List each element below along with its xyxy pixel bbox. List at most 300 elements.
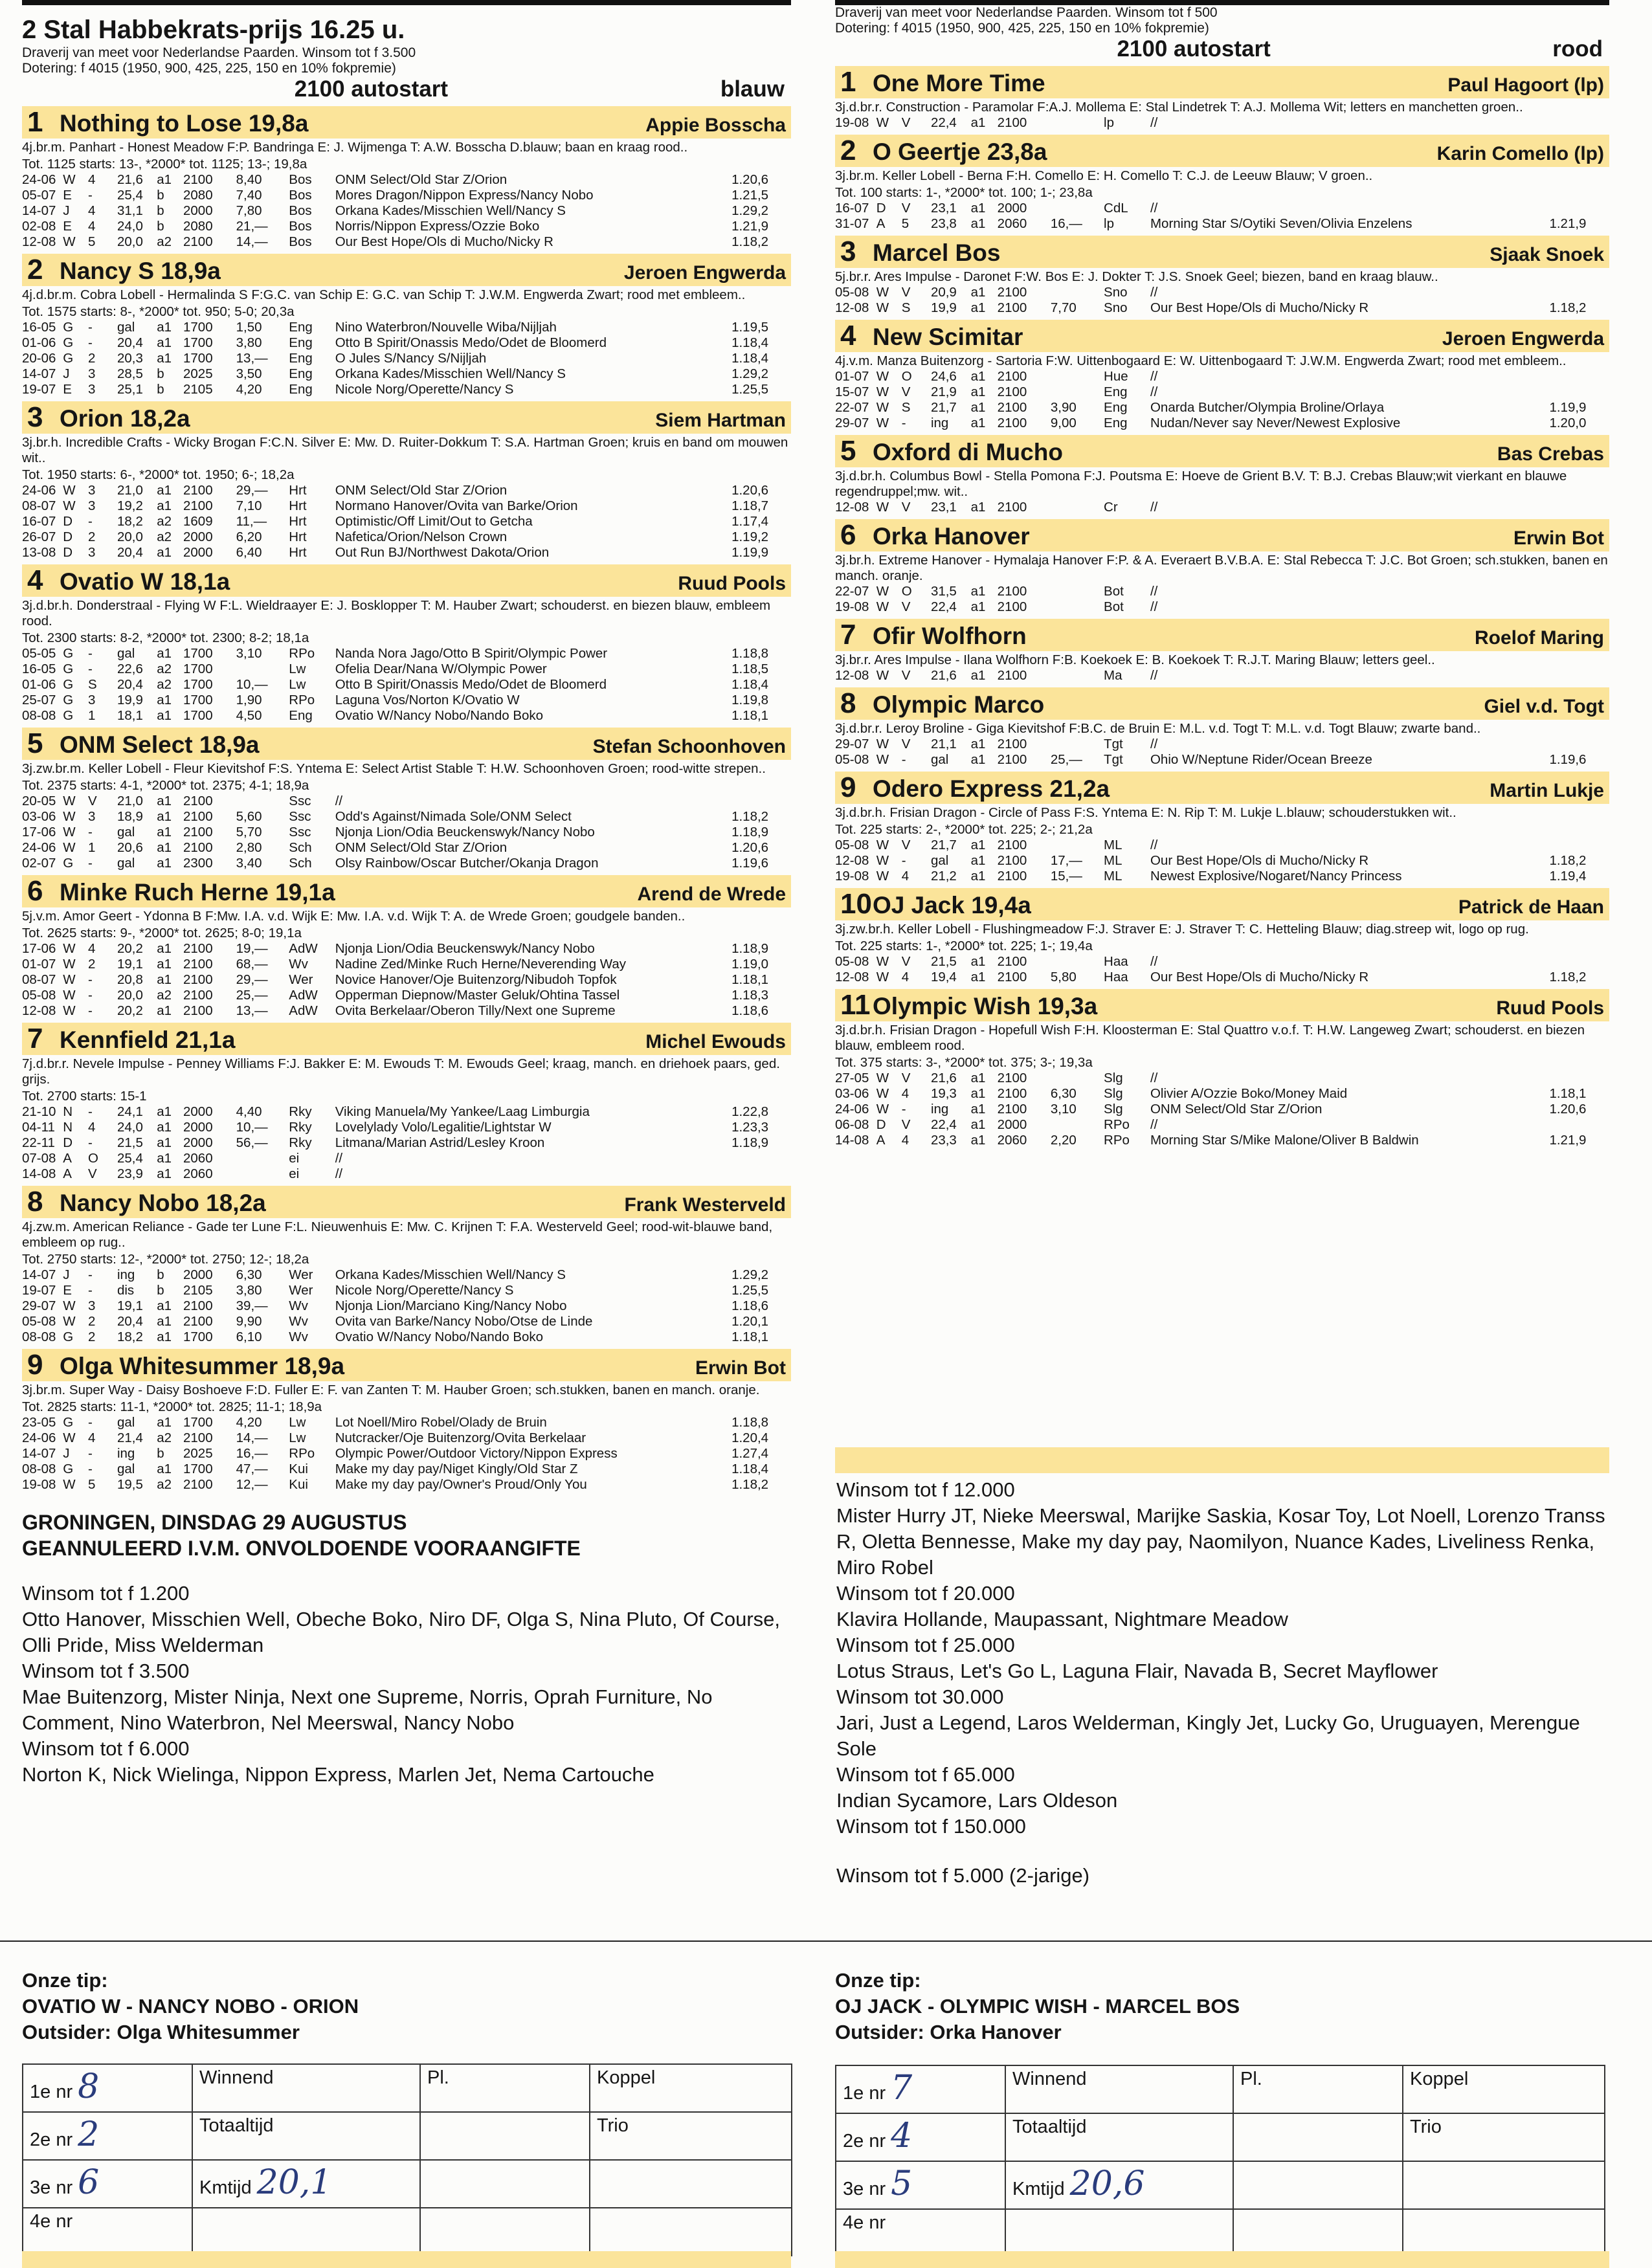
horse-pedigree: 3j.br.r. Ares Impulse - Ilana Wolfhorn F:B. Koekoek E: B. Koekoek T: R.J.T. Maring Blauw; letters geel.. bbox=[835, 652, 1435, 667]
table-cell: b bbox=[157, 366, 164, 381]
table-cell: 4 bbox=[901, 1086, 910, 1101]
table-cell: Lot Noell/Miro Robel/Olady de Bruin bbox=[335, 1415, 547, 1430]
table-cell: 2100 bbox=[183, 1314, 213, 1329]
tip-block bbox=[835, 1968, 1240, 2045]
horse-totals: Tot. 375 starts: 3-, *2000* tot. 375; 3-; 19,3a bbox=[835, 1055, 1093, 1070]
table-cell: 21,5 bbox=[930, 954, 957, 969]
table-cell: 7,70 bbox=[1050, 300, 1077, 315]
table-cell: Wer bbox=[289, 1283, 313, 1298]
table-cell: 08-08 bbox=[22, 708, 56, 723]
table-cell: 2100 bbox=[183, 498, 213, 513]
table-row bbox=[835, 584, 1609, 599]
table-cell: 21,4 bbox=[117, 1430, 143, 1445]
table-row bbox=[835, 1071, 1609, 1086]
table-cell: W bbox=[876, 869, 889, 884]
table-cell: ONM Select/Old Star Z/Orion bbox=[335, 172, 508, 187]
horse-entry bbox=[22, 1349, 791, 1493]
table-cell: // bbox=[335, 1166, 343, 1181]
table-cell: 2060 bbox=[183, 1151, 213, 1166]
table-cell: 4 bbox=[88, 172, 96, 187]
table-cell: 1.20,6 bbox=[731, 483, 769, 498]
table-cell: // bbox=[1150, 838, 1158, 852]
table-cell: 2100 bbox=[183, 957, 213, 972]
table-cell: 2100 bbox=[183, 234, 213, 249]
table-cell: a1 bbox=[970, 500, 986, 515]
table-cell: 05-08 bbox=[835, 954, 869, 969]
table-cell: 22-11 bbox=[22, 1135, 55, 1150]
table-cell: 25,1 bbox=[117, 382, 143, 397]
table-cell: Bot bbox=[1104, 599, 1124, 614]
table-cell: 14-07 bbox=[22, 366, 56, 381]
table-cell: D bbox=[63, 1135, 73, 1150]
table-cell: // bbox=[1150, 384, 1158, 399]
table-cell: 21,6 bbox=[930, 668, 957, 683]
table-cell: a1 bbox=[157, 1135, 172, 1150]
table-cell: // bbox=[1150, 115, 1158, 130]
driver-name: Siem Hartman bbox=[655, 410, 786, 431]
horse-totals: Tot. 1575 starts: 8-, *2000* tot. 950; 5-0; 20,3a bbox=[22, 304, 295, 319]
horse-header-bar bbox=[835, 435, 1609, 467]
table-cell: 12-08 bbox=[22, 1003, 56, 1018]
table-cell: W bbox=[876, 115, 889, 130]
table-cell: 1.25,5 bbox=[731, 1283, 769, 1298]
table-cell bbox=[1549, 737, 1609, 752]
yellow-footer-bar bbox=[835, 2251, 1609, 2268]
table-cell: 2100 bbox=[997, 599, 1027, 614]
table-cell: W bbox=[63, 1477, 76, 1492]
horse-header-bar bbox=[22, 1186, 791, 1218]
table-cell: 3,50 bbox=[236, 366, 262, 381]
table-cell: 7,10 bbox=[236, 498, 262, 513]
table-row bbox=[22, 498, 791, 514]
table-cell: 16-05 bbox=[22, 320, 56, 335]
table-cell: 1 bbox=[88, 708, 96, 723]
table-row bbox=[835, 869, 1609, 884]
table-cell: 1.20,6 bbox=[1549, 1102, 1587, 1117]
horse-entry bbox=[22, 564, 791, 724]
horse-name: Nancy Nobo 18,2a bbox=[60, 1190, 266, 1216]
handwritten-number: 2 bbox=[78, 2115, 100, 2154]
table-cell: - bbox=[88, 1267, 93, 1282]
table-cell: 6,40 bbox=[236, 545, 262, 560]
table-cell: a2 bbox=[157, 514, 172, 529]
driver-name: Michel Ewouds bbox=[645, 1031, 786, 1052]
horse-number: 2 bbox=[840, 135, 856, 166]
table-cell bbox=[1051, 115, 1104, 131]
table-row bbox=[22, 809, 791, 825]
table-row bbox=[835, 599, 1609, 615]
table-cell: S bbox=[901, 400, 911, 415]
table-row bbox=[835, 838, 1609, 853]
table-row bbox=[22, 1267, 791, 1283]
table-cell: 1.18,4 bbox=[731, 335, 769, 350]
table-cell: 1.19,5 bbox=[731, 320, 769, 335]
table-cell: W bbox=[876, 668, 889, 683]
table-cell: RPo bbox=[289, 1446, 315, 1461]
race-conditions: Draverij van meet voor Nederlandse Paarden. Winsom tot f 3.500 bbox=[22, 45, 416, 60]
table-cell: 47,— bbox=[236, 1462, 268, 1476]
table-cell: - bbox=[88, 988, 93, 1003]
table-cell: a1 bbox=[970, 285, 986, 300]
table-cell: 1.19,0 bbox=[731, 957, 769, 972]
results-table bbox=[22, 1267, 791, 1345]
horse-name: Ofir Wolfhorn bbox=[873, 623, 1027, 649]
horse-pedigree: 3j.d.br.r. Leroy Broline - Giga Kievitshof F:B.C. de Bruin E: M.L. v.d. Togt T: M.L. v.d. Togt Blauw; zwarte band.. bbox=[835, 721, 1481, 736]
table-cell: 2100 bbox=[183, 794, 213, 808]
results-table bbox=[22, 941, 791, 1019]
horse-number: 2 bbox=[27, 254, 43, 285]
table-cell: 1.19,6 bbox=[1549, 752, 1587, 767]
table-cell: a1 bbox=[157, 693, 172, 707]
table-cell: Tgt bbox=[1104, 752, 1123, 767]
form-label: Kmtijd 20,6 bbox=[1005, 2161, 1233, 2209]
table-cell: ei bbox=[289, 1166, 300, 1181]
form-label: Trio bbox=[1403, 2113, 1605, 2161]
table-row bbox=[22, 794, 791, 809]
table-row bbox=[22, 1298, 791, 1314]
table-cell bbox=[1051, 584, 1104, 599]
table-cell: 9,90 bbox=[236, 1314, 262, 1329]
table-cell: 20,3 bbox=[117, 351, 143, 366]
table-cell: 2100 bbox=[183, 1298, 213, 1313]
table-cell: Wv bbox=[289, 957, 308, 972]
table-cell: 1.29,2 bbox=[731, 366, 769, 381]
horse-name: Minke Ruch Herne 19,1a bbox=[60, 879, 335, 906]
table-cell: 1.20,6 bbox=[731, 172, 769, 187]
table-cell: Novice Hanover/Oje Buitenzorg/Nibudoh Topfok bbox=[335, 972, 617, 987]
form-label: Koppel bbox=[590, 2064, 792, 2112]
table-cell: 20,6 bbox=[117, 840, 143, 855]
table-row bbox=[22, 1430, 791, 1446]
horse-totals: Tot. 2375 starts: 4-1, *2000* tot. 2375; 4-1; 18,9a bbox=[22, 778, 309, 793]
table-cell: 1700 bbox=[183, 1415, 213, 1430]
table-cell: Nino Waterbron/Nouvelle Wiba/Nijljah bbox=[335, 320, 557, 335]
table-cell: 2100 bbox=[997, 384, 1027, 399]
table-cell: gal bbox=[117, 825, 135, 839]
table-cell: 23,1 bbox=[930, 500, 957, 515]
table-cell: Ovatio W/Nancy Nobo/Nando Boko bbox=[335, 1329, 544, 1344]
driver-name: Appie Bosscha bbox=[645, 115, 786, 136]
tip-text: OJ JACK - OLYMPIC WISH - MARCEL BOS bbox=[835, 1995, 1240, 2018]
horse-totals: Tot. 225 starts: 1-, *2000* tot. 225; 1-; 19,4a bbox=[835, 939, 1093, 953]
table-cell: // bbox=[335, 794, 343, 808]
table-cell: 25,4 bbox=[117, 188, 143, 203]
table-cell: 1.20,4 bbox=[731, 1430, 769, 1445]
results-table bbox=[22, 1415, 791, 1493]
table-cell: 1609 bbox=[183, 514, 213, 529]
horse-entry bbox=[22, 254, 791, 397]
table-cell: V bbox=[901, 599, 911, 614]
table-cell: 24-06 bbox=[22, 172, 56, 187]
table-cell: 1.19,4 bbox=[1549, 869, 1587, 884]
table-cell: gal bbox=[117, 1462, 135, 1476]
table-cell: W bbox=[63, 1003, 76, 1018]
table-cell: a1 bbox=[970, 1117, 986, 1132]
table-cell: 1.18,9 bbox=[731, 825, 769, 839]
table-cell: 20,4 bbox=[117, 1314, 143, 1329]
list-body: Jari, Just a Legend, Laros Welderman, Kingly Jet, Lucky Go, Uruguayen, Merengue Sole bbox=[836, 1711, 1580, 1760]
table-cell: G bbox=[63, 708, 74, 723]
table-row bbox=[835, 216, 1609, 232]
table-cell: S bbox=[901, 300, 911, 315]
tip-block bbox=[22, 1968, 359, 2045]
handwritten-time: 20,6 bbox=[1069, 2164, 1145, 2203]
driver-name: Erwin Bot bbox=[1513, 528, 1604, 549]
table-cell: a1 bbox=[157, 1003, 172, 1018]
table-cell: // bbox=[1150, 1117, 1158, 1132]
table-cell: a1 bbox=[970, 737, 986, 751]
table-row bbox=[835, 115, 1609, 131]
table-cell: 23,9 bbox=[117, 1166, 143, 1181]
table-cell: Norris/Nippon Express/Ozzie Boko bbox=[335, 219, 540, 234]
table-cell: Ohio W/Neptune Rider/Ocean Breeze bbox=[1150, 752, 1372, 767]
table-cell: Sno bbox=[1104, 300, 1128, 315]
table-cell: 3 bbox=[88, 382, 96, 397]
table-cell: ML bbox=[1104, 853, 1122, 868]
table-cell: Lw bbox=[289, 1415, 306, 1430]
table-cell: 2100 bbox=[997, 500, 1027, 515]
table-cell: Morning Star S/Oytiki Seven/Olivia Enzelens bbox=[1150, 216, 1412, 231]
list-heading: Winsom tot f 5.000 (2-jarige) bbox=[836, 1864, 1090, 1887]
table-cell: Bos bbox=[289, 188, 312, 203]
driver-name: Bas Crebas bbox=[1497, 443, 1604, 465]
table-row bbox=[22, 1135, 791, 1151]
table-cell: - bbox=[88, 1415, 93, 1430]
table-cell: 1.18,2 bbox=[731, 1477, 769, 1492]
race-prize: Dotering: f 4015 (1950, 900, 425, 225, 150 en 10% fokpremie) bbox=[22, 61, 396, 76]
table-cell: W bbox=[876, 584, 889, 599]
table-cell: - bbox=[901, 853, 906, 868]
table-cell: 2105 bbox=[183, 1283, 213, 1298]
table-cell: 2 bbox=[88, 529, 96, 544]
table-cell: 1.18,1 bbox=[1549, 1086, 1587, 1101]
table-cell: W bbox=[63, 957, 76, 972]
horse-totals: Tot. 2825 starts: 11-1, *2000* tot. 2825; 11-1; 18,9a bbox=[22, 1399, 322, 1414]
driver-name: Karin Comello (lp) bbox=[1436, 143, 1604, 164]
driver-name: Roelof Maring bbox=[1475, 627, 1604, 649]
table-cell: Our Best Hope/Ols di Mucho/Nicky R bbox=[1150, 853, 1369, 868]
table-cell: 20,8 bbox=[117, 972, 143, 987]
table-cell: Slg bbox=[1104, 1071, 1123, 1085]
table-cell: 5 bbox=[88, 1477, 96, 1492]
table-cell: - bbox=[88, 825, 93, 839]
table-cell: a1 bbox=[970, 1086, 986, 1101]
table-cell: W bbox=[63, 234, 76, 249]
table-cell: a1 bbox=[970, 869, 986, 884]
horse-pedigree: 3j.d.br.r. Construction - Paramolar F:A.J. Mollema E: Stal Lindetrek T: A.J. Mollema Wit; letters en manchetten groen.. bbox=[835, 100, 1523, 115]
table-cell: Nudan/Never say Never/Newest Explosive bbox=[1150, 416, 1401, 430]
table-row bbox=[835, 954, 1609, 970]
table-cell: W bbox=[876, 1071, 889, 1085]
horse-number: 9 bbox=[27, 1349, 43, 1381]
table-cell: 2100 bbox=[997, 1086, 1027, 1101]
table-cell: 25,— bbox=[236, 988, 268, 1003]
table-cell: - bbox=[901, 1102, 906, 1117]
table-cell: RPo bbox=[1104, 1117, 1130, 1132]
table-cell: Hrt bbox=[289, 514, 307, 529]
table-cell: Hrt bbox=[289, 483, 307, 498]
table-cell: Tgt bbox=[1104, 737, 1123, 751]
table-cell: W bbox=[63, 941, 76, 956]
table-cell: 1.21,9 bbox=[1549, 216, 1587, 231]
table-cell: Kui bbox=[289, 1477, 308, 1492]
table-cell: W bbox=[876, 500, 889, 515]
table-cell: 1.18,4 bbox=[731, 1462, 769, 1476]
horse-header-bar bbox=[835, 687, 1609, 720]
table-cell: // bbox=[1150, 369, 1158, 384]
table-cell: 5 bbox=[88, 234, 96, 249]
table-cell: 1.18,8 bbox=[731, 646, 769, 661]
table-cell: 25,— bbox=[1050, 752, 1082, 767]
table-cell: lp bbox=[1104, 115, 1115, 130]
table-cell: lp bbox=[1104, 216, 1115, 231]
table-cell: J bbox=[63, 1446, 70, 1461]
list-body: Otto Hanover, Misschien Well, Obeche Boko, Niro DF, Olga S, Nina Pluto, Of Course, Olli Pride, Miss Welderman bbox=[22, 1608, 781, 1656]
bet-form bbox=[22, 2063, 792, 2256]
horse-header-bar bbox=[835, 135, 1609, 167]
table-cell: 20,4 bbox=[117, 545, 143, 560]
table-cell: 20,0 bbox=[117, 988, 143, 1003]
table-cell: Nicole Norg/Operette/Nancy S bbox=[335, 1283, 514, 1298]
table-cell: 08-08 bbox=[22, 1462, 56, 1476]
table-cell: 22,6 bbox=[117, 662, 143, 676]
horse-totals: Tot. 2625 starts: 9-, *2000* tot. 2625; 8-0; 19,1a bbox=[22, 926, 302, 940]
table-cell: ing bbox=[930, 1102, 949, 1117]
table-cell: a2 bbox=[157, 1477, 172, 1492]
horse-number: 10 bbox=[840, 888, 872, 920]
table-cell: 4 bbox=[88, 203, 96, 218]
driver-name: Giel v.d. Togt bbox=[1484, 696, 1604, 717]
horse-header-bar bbox=[835, 772, 1609, 804]
table-cell: 2080 bbox=[183, 188, 213, 203]
horse-entry bbox=[835, 619, 1609, 684]
table-cell: W bbox=[63, 972, 76, 987]
table-cell: 23,8 bbox=[930, 216, 957, 231]
table-cell: Onarda Butcher/Olympia Broline/Orlaya bbox=[1150, 400, 1385, 415]
table-cell: 29-07 bbox=[835, 737, 869, 751]
table-cell: - bbox=[88, 646, 93, 661]
table-row bbox=[22, 1329, 791, 1345]
table-cell: 1.17,4 bbox=[731, 514, 769, 529]
table-cell: a1 bbox=[157, 809, 172, 824]
table-cell: 2000 bbox=[183, 203, 213, 218]
table-cell: Eng bbox=[1104, 416, 1128, 430]
handwritten-number: 8 bbox=[78, 2067, 100, 2106]
table-cell: Hue bbox=[1104, 369, 1128, 384]
horse-number: 8 bbox=[27, 1186, 43, 1217]
table-cell: O bbox=[901, 584, 912, 599]
horse-number: 4 bbox=[840, 320, 856, 351]
table-cell: 3 bbox=[88, 809, 96, 824]
horse-entry bbox=[22, 728, 791, 871]
table-cell: W bbox=[876, 970, 889, 984]
horse-header-bar bbox=[22, 1349, 791, 1381]
table-cell: 22-07 bbox=[835, 400, 869, 415]
table-cell bbox=[1051, 1117, 1104, 1133]
table-cell: Haa bbox=[1104, 970, 1128, 984]
start-type: 2100 autostart bbox=[294, 76, 449, 102]
form-label: Kmtijd 20,1 bbox=[192, 2160, 420, 2208]
table-cell: 08-07 bbox=[22, 498, 56, 513]
horse-entry bbox=[835, 687, 1609, 768]
yellow-divider bbox=[835, 1447, 1609, 1473]
table-cell: Bos bbox=[289, 219, 312, 234]
horse-totals: Tot. 1950 starts: 6-, *2000* tot. 1950; 6-; 18,2a bbox=[22, 467, 295, 482]
table-cell: 20,9 bbox=[930, 285, 957, 300]
table-cell: 1,90 bbox=[236, 693, 262, 707]
table-cell: 16-07 bbox=[835, 201, 869, 216]
table-cell: Olympic Power/Outdoor Victory/Nippon Express bbox=[335, 1446, 618, 1461]
table-cell: 21,— bbox=[236, 219, 268, 234]
table-cell: 1.18,4 bbox=[731, 351, 769, 366]
table-cell: RPo bbox=[1104, 1133, 1130, 1148]
list-body: Mae Buitenzorg, Mister Ninja, Next one Supreme, Norris, Oprah Furniture, No Comment, Nino Waterbron, Nel Meerswal, Nancy Nobo bbox=[22, 1685, 713, 1734]
table-cell: 6,30 bbox=[236, 1267, 262, 1282]
race-title: 2 Stal Habbekrats-prijs 16.25 u. bbox=[22, 16, 405, 44]
table-cell: W bbox=[876, 954, 889, 969]
list-heading: Winsom tot f 12.000 bbox=[836, 1478, 1015, 1501]
form-label: 1e nr 8 bbox=[23, 2064, 192, 2112]
table-cell: 2100 bbox=[997, 853, 1027, 868]
table-cell: 12,— bbox=[236, 1477, 268, 1492]
table-cell: 18,9 bbox=[117, 809, 143, 824]
table-row bbox=[835, 1133, 1609, 1148]
horse-header-bar bbox=[835, 519, 1609, 551]
table-cell: 14-08 bbox=[22, 1166, 56, 1181]
table-cell: ing bbox=[930, 416, 949, 430]
table-cell: 2060 bbox=[997, 216, 1027, 231]
table-cell: 20-05 bbox=[22, 794, 56, 808]
table-cell: 23,1 bbox=[930, 201, 957, 216]
table-cell: 19,1 bbox=[117, 1298, 143, 1313]
horse-entry bbox=[835, 989, 1609, 1148]
list-heading: Winsom tot f 150.000 bbox=[836, 1815, 1026, 1838]
table-cell: V bbox=[901, 668, 911, 683]
table-cell: 2100 bbox=[183, 1430, 213, 1445]
list-heading: Winsom tot f 25.000 bbox=[836, 1634, 1015, 1656]
form-label: Totaaltijd bbox=[1005, 2113, 1233, 2161]
horse-pedigree: 3j.d.br.h. Frisian Dragon - Circle of Pass F:S. Yntema E: N. Rip T: M. Lukje L.blauw; schouderstukken wit.. bbox=[835, 805, 1457, 820]
table-cell: // bbox=[1150, 1071, 1158, 1085]
results-table bbox=[835, 838, 1609, 884]
table-cell: 2080 bbox=[183, 219, 213, 234]
driver-name: Martin Lukje bbox=[1490, 780, 1604, 801]
table-cell: 2100 bbox=[997, 869, 1027, 884]
table-row bbox=[22, 677, 791, 693]
table-cell: 23,3 bbox=[930, 1133, 957, 1148]
table-cell: G bbox=[63, 1329, 74, 1344]
table-cell: G bbox=[63, 1415, 74, 1430]
horse-pedigree: 5j.v.m. Amor Geert - Ydonna B F:Mw. I.A. v.d. Wijk E: Mw. I.A. v.d. Wijk T: A. de Wrede Groen; goudgele banden.. bbox=[22, 909, 686, 924]
table-cell: Eng bbox=[289, 366, 313, 381]
table-cell: a1 bbox=[970, 1133, 986, 1148]
table-cell bbox=[1549, 954, 1609, 970]
horse-entry bbox=[835, 888, 1609, 985]
table-cell: 11,— bbox=[236, 514, 267, 529]
horse-name: Kennfield 21,1a bbox=[60, 1027, 236, 1053]
table-cell: - bbox=[88, 1462, 93, 1476]
table-cell: - bbox=[88, 662, 93, 676]
table-cell: a1 bbox=[157, 545, 172, 560]
table-cell: Njonja Lion/Odia Beuckenswyk/Nancy Nobo bbox=[335, 941, 595, 956]
table-cell: Lw bbox=[289, 677, 306, 692]
table-row bbox=[22, 382, 791, 397]
table-cell: ONM Select/Old Star Z/Orion bbox=[1150, 1102, 1323, 1117]
table-cell: 8,40 bbox=[236, 172, 262, 187]
table-row bbox=[22, 972, 791, 988]
table-cell: 16,— bbox=[1050, 216, 1082, 231]
list-body: Norton K, Nick Wielinga, Nippon Express, Marlen Jet, Nema Cartouche bbox=[22, 1763, 654, 1786]
